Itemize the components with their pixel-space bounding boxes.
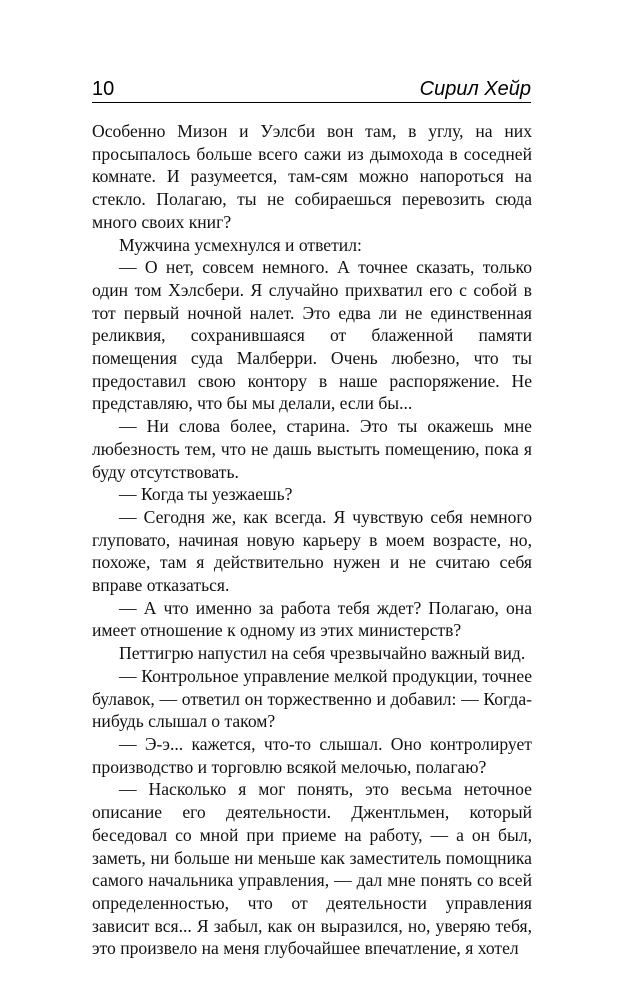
paragraph: Петтигрю напустил на себя чрезвычайно важный вид.: [119, 643, 526, 664]
page-number: 10: [92, 78, 115, 100]
page-header: [92, 78, 531, 103]
paragraph: — О нет, совсем немного. А точнее сказать, только один том Хэлсбери. Я случайно прихватил его с собой в тот первый ночной налет. Это едва ли не единственная реликвия, сохранившаяся от блаженной памяти помещения суда Малберри. Очень любезно, что ты предоставил свою контору в наше распоряжение. Не представляю, что бы мы делали, если бы...: [92, 257, 532, 414]
paragraph: — А что именно за работа тебя ждет? Полагаю, она имеет отношение к одному из этих министерств?: [92, 597, 532, 641]
paragraph: Особенно Мизон и Уэлсби вон там, в углу, на них просыпалось больше всего сажи из дымохода в соседней комнате. И разумеется, там-сям можно напороться на стекло. Полагаю, ты не собираешься перевозить сюда много своих книг?: [92, 121, 532, 232]
paragraph: — Насколько я мог понять, это весьма неточное описание его деятельности. Джентльмен, который беседовал со мной при приеме на работу, — а он был, заметь, ни больше ни меньше как заместитель помощника самого начальника управления, — дал мне понять со всей определенностью, что от деятельности управления зависит вся... Я забыл, как он выразился, но, уверяю тебя, это произвело на меня глубочайшее впечатление, я хотел: [92, 779, 532, 959]
paragraph: Мужчина усмехнулся и ответил:: [119, 234, 362, 255]
paragraph: — Когда ты уезжаешь?: [119, 484, 293, 505]
running-head-author: Сирил Хейр: [419, 78, 531, 100]
paragraph: — Сегодня же, как всегда. Я чувствую себя немного глуповато, начиная новую карьеру в моем возрасте, но, похоже, там я действительно нужен и не считаю себя вправе отказаться.: [92, 506, 532, 596]
paragraph: — Э-э... кажется, что-то слышал. Оно контролирует производство и торговлю всякой мелочью, полагаю?: [92, 733, 532, 777]
paragraph: — Ни слова более, старина. Это ты окажешь мне любезность тем, что не дашь выстыть помещению, пока я буду отсутствовать.: [92, 416, 532, 482]
body-text: [92, 120, 532, 960]
paragraph: — Контрольное управление мелкой продукции, точнее булавок, — ответил он торжественно и добавил: — Когда-нибудь слышал о таком?: [92, 665, 532, 732]
